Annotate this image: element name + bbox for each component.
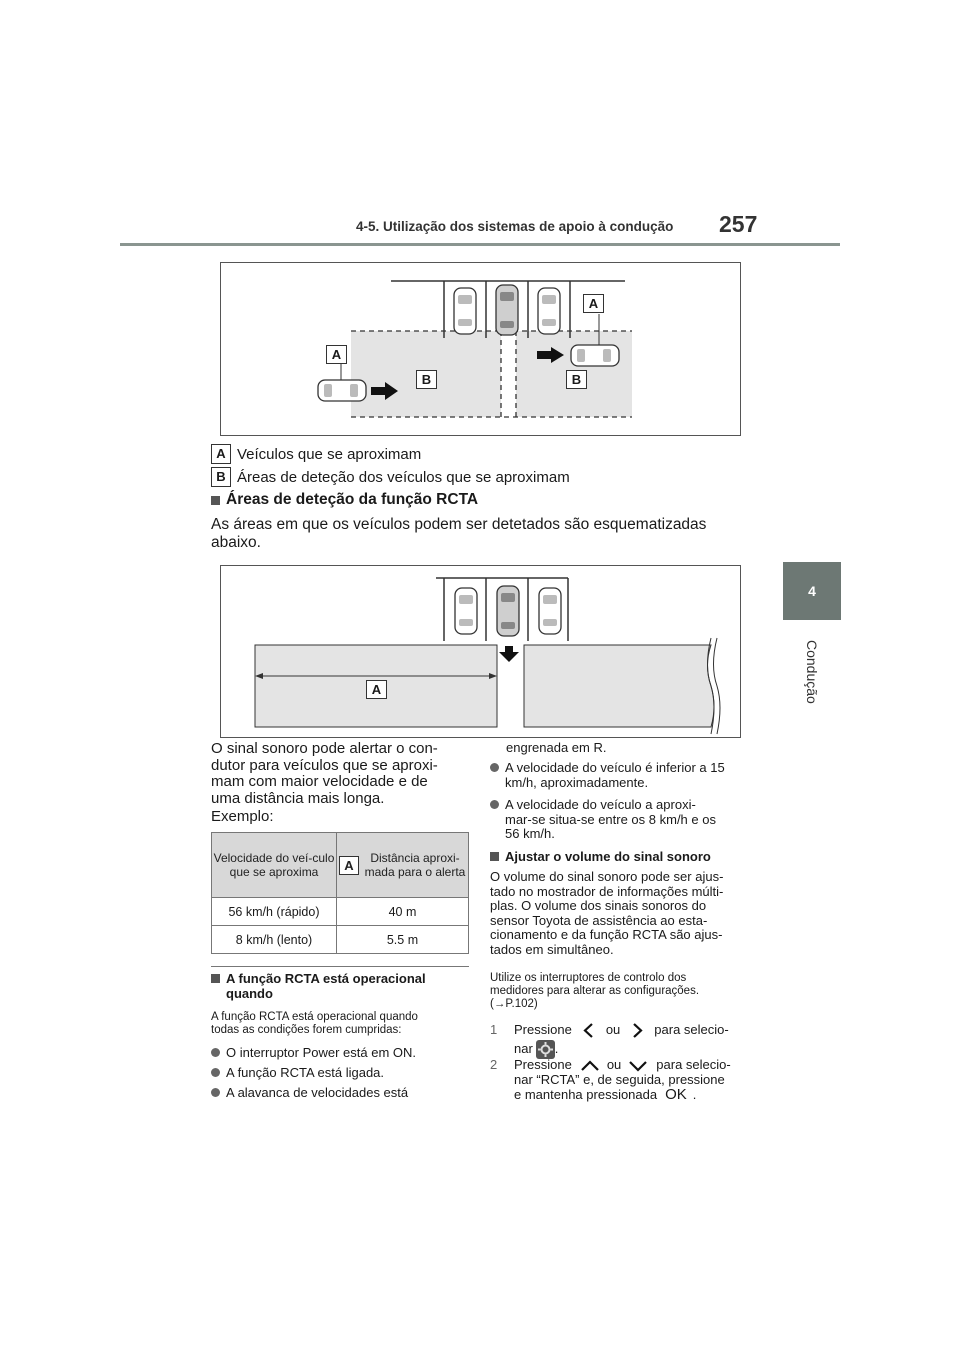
paragraph-line: plas. O volume dos sinais sonoros do xyxy=(490,898,707,913)
note-line: Utilize os interruptores de controlo dos xyxy=(490,972,687,984)
bullet-dot-icon xyxy=(211,1068,220,1077)
figure-detection-area xyxy=(220,565,741,738)
speed-distance-table xyxy=(211,832,469,954)
volume-paragraph xyxy=(490,870,755,957)
bullet-text: A função RCTA está ligada. xyxy=(226,1065,385,1080)
operational-intro xyxy=(211,1011,418,1037)
volume-note xyxy=(490,972,755,1011)
figure-label-b-left: B xyxy=(416,370,437,389)
chevron-down-icon xyxy=(626,1058,650,1073)
step-text: . xyxy=(554,1040,559,1056)
header-text: Velocidade do veí-culo que se aproxima xyxy=(213,851,335,879)
ok-button-icon: OK xyxy=(665,1085,687,1103)
bullet-item xyxy=(211,1046,416,1061)
header-text: Distância aproxi-mada para o alerta xyxy=(364,851,466,879)
header-rule xyxy=(120,243,840,246)
table-header-row xyxy=(212,833,469,898)
bullet-dot-icon xyxy=(211,1048,220,1057)
bullet-text: O interruptor Power está em ON. xyxy=(226,1045,417,1060)
table-row xyxy=(212,898,469,926)
square-bullet-icon xyxy=(211,496,220,505)
figure2-label-a: A xyxy=(366,680,387,699)
chapter-tab[interactable]: 4 xyxy=(783,562,841,620)
continuation-text: engrenada em R. xyxy=(506,740,607,755)
legend-a xyxy=(211,444,421,464)
intro-line: dutor para veículos que se aproxi- xyxy=(211,756,438,774)
own-car xyxy=(497,586,519,636)
step-text: Pressione xyxy=(514,1022,572,1038)
intro-line: O sinal sonoro pode alertar o con- xyxy=(211,740,438,757)
example-label: Exemplo: xyxy=(211,808,274,825)
parked-car-2 xyxy=(539,588,561,634)
paragraph-line: cionamento e da função RCTA são ajus- xyxy=(490,927,723,942)
figure-approach-diagram xyxy=(220,262,741,436)
figure-label-a-right: A xyxy=(583,294,604,313)
approaching-car-right xyxy=(571,345,619,366)
detection-area-svg xyxy=(221,566,740,737)
legend-text-a: Veículos que se aproximam xyxy=(237,445,422,463)
step-number: 1 xyxy=(490,1022,498,1038)
own-car xyxy=(496,285,518,335)
legend-key-b: B xyxy=(211,467,231,487)
page-reference[interactable] xyxy=(490,998,755,1011)
table-cell: 40 m xyxy=(337,898,469,926)
heading-text: Áreas de deteção da função RCTA xyxy=(226,491,479,508)
table-cell: 56 km/h (rápido) xyxy=(212,898,337,926)
bullet-line: A velocidade do veículo a aproxi- xyxy=(505,797,696,812)
square-bullet-icon xyxy=(211,974,220,983)
step-text: para selecio- xyxy=(654,1022,729,1038)
intro-paragraph xyxy=(211,741,471,807)
heading-text: Ajustar o volume do sinal sonoro xyxy=(505,849,711,864)
paragraph-rcta-areas: As áreas em que os veículos podem ser detetados são esquematizadas abaixo. xyxy=(211,516,707,551)
bullet-dot-icon xyxy=(211,1088,220,1097)
ref-text: P.102) xyxy=(505,998,538,1010)
step-text: ou xyxy=(605,1022,621,1038)
paragraph-line: sensor Toyota de assistência ao esta- xyxy=(490,912,708,928)
step-text: para selecio- xyxy=(656,1057,731,1073)
bullet-item xyxy=(490,798,716,842)
section-title: 4-5. Utilização dos sistemas de apoio à condução xyxy=(356,219,674,234)
page-number: 257 xyxy=(719,211,758,237)
arrow-down-icon xyxy=(499,646,519,662)
table-cell: 5.5 m xyxy=(337,926,469,954)
parked-car-1 xyxy=(455,588,477,634)
intro-line: mam com maior velocidade e de xyxy=(211,773,428,790)
bullet-line: 56 km/h. xyxy=(505,826,555,841)
heading-line: A função RCTA está operacional xyxy=(226,971,426,986)
table-row xyxy=(212,926,469,954)
ref-arrow-icon: → xyxy=(493,998,506,1010)
step-text: nar “RCTA” e, de seguida, pressione xyxy=(514,1072,725,1087)
paragraph-line: tados em simultâneo. xyxy=(490,941,614,957)
divider xyxy=(211,966,469,967)
heading-line: quando xyxy=(226,985,273,1001)
legend-text-b: Áreas de deteção dos veículos que se aproximam xyxy=(237,468,570,486)
intro-line: uma distância mais longa. xyxy=(211,789,385,807)
step-text: e mantenha pressionada xyxy=(514,1086,658,1102)
step-1 xyxy=(490,1022,760,1059)
chevron-right-icon xyxy=(626,1022,648,1039)
bullet-item xyxy=(490,761,725,790)
paragraph-line: tado no mostrador de informações múlti- xyxy=(490,883,724,899)
heading-volume xyxy=(490,850,711,865)
parking-diagram-svg xyxy=(221,263,740,435)
intro-line: todas as condições forem cumpridas: xyxy=(211,1024,402,1036)
paragraph-line: O volume do sinal sonoro pode ser ajus- xyxy=(490,869,724,884)
intro-line: A função RCTA está operacional quando xyxy=(211,1011,418,1023)
step-text: ou xyxy=(606,1057,622,1073)
step-number: 2 xyxy=(490,1057,498,1073)
square-bullet-icon xyxy=(490,852,499,861)
parked-car-1 xyxy=(454,288,476,334)
table-key-a: A xyxy=(339,856,359,875)
step-2 xyxy=(490,1058,760,1102)
bullet-text: A alavanca de velocidades está xyxy=(226,1085,409,1100)
bullet-line: km/h, aproximadamente. xyxy=(505,774,649,790)
note-line: medidores para alterar as configurações. xyxy=(490,985,700,997)
heading-operational xyxy=(211,972,426,1001)
table-header-distance xyxy=(337,833,469,898)
ref-open: ( xyxy=(490,998,494,1010)
bullet-item xyxy=(211,1086,408,1101)
legend-b xyxy=(211,467,570,487)
approaching-car-left xyxy=(318,380,366,401)
figure-label-b-right: B xyxy=(566,370,587,389)
chevron-left-icon xyxy=(578,1022,600,1039)
step-text: Pressione xyxy=(514,1057,572,1073)
bullet-dot-icon xyxy=(490,800,499,809)
step-text: nar xyxy=(514,1040,533,1056)
parked-car-2 xyxy=(538,288,560,334)
bullet-line: mar-se situa-se entre os 8 km/h e os xyxy=(505,811,716,827)
bullet-line: A velocidade do veículo é inferior a 15 xyxy=(505,760,725,775)
table-cell: 8 km/h (lento) xyxy=(212,926,337,954)
detection-zone-right xyxy=(524,645,714,727)
settings-gear-icon xyxy=(536,1040,555,1059)
step-text: . xyxy=(692,1086,697,1102)
table-header-speed xyxy=(212,833,337,898)
heading-rcta-areas xyxy=(211,491,478,509)
figure-label-a-left: A xyxy=(326,345,347,364)
legend-key-a: A xyxy=(211,444,231,464)
chevron-up-icon xyxy=(578,1058,602,1073)
bullet-item xyxy=(211,1066,384,1081)
chapter-name: Condução xyxy=(804,640,820,704)
bullet-dot-icon xyxy=(490,763,499,772)
